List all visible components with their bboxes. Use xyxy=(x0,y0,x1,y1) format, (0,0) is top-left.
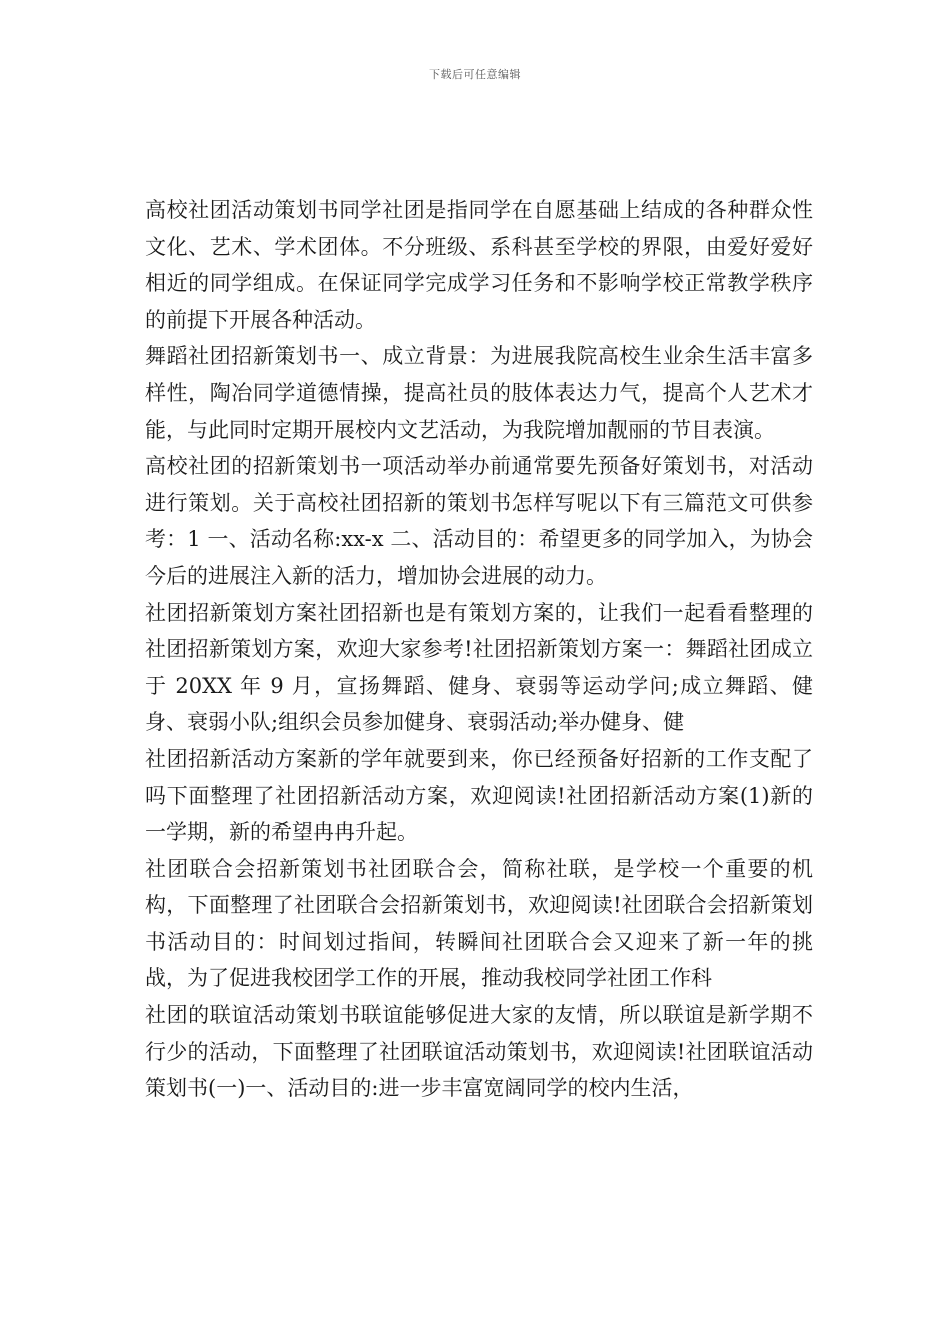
paragraph-3: 高校社团的招新策划书一项活动举办前通常要先预备好策划书，对活动进行策划。关于高校社团招新的策划书怎样写呢以下有三篇范文可供参考：1 一、活动名称:xx-x 二、活动目的：希望更多的同学加入，为协会今后的进展注入新的活力，增加协会进展的动力。 xyxy=(145,454,813,588)
paragraph-5: 社团招新活动方案新的学年就要到来，你已经预备好招新的工作支配了吗下面整理了社团招新活动方案，欢迎阅读!社团招新活动方案(1)新的一学期，新的希望冉冉升起。 xyxy=(145,746,813,845)
paragraph-6: 社团联合会招新策划书社团联合会，简称社联，是学校一个重要的机构，下面整理了社团联合会招新策划书，欢迎阅读!社团联合会招新策划书活动目的：时间划过指间，转瞬间社团联合会又迎来了新一年的挑战，为了促进我校团学工作的开展，推动我校同学社团工作科 xyxy=(145,856,813,991)
page-header: 下载后可任意编辑 xyxy=(429,68,521,81)
paragraph-4: 社团招新策划方案社团招新也是有策划方案的，让我们一起看看整理的社团招新策划方案，欢迎大家参考!社团招新策划方案一：舞蹈社团成立于 20XX 年 9 月，宣扬舞蹈、健身、衰弱等运动学问;成立舞蹈、健身、衰弱小队;组织会员参加健身、衰弱活动;举办健身、健 xyxy=(145,600,813,735)
paragraph-1: 高校社团活动策划书同学社团是指同学在自愿基础上结成的各种群众性文化、艺术、学术团体。不分班级、系科甚至学校的界限，由爱好爱好相近的同学组成。在保证同学完成学习任务和不影响学校正常教学秩序的前提下开展各种活动。 xyxy=(145,198,813,332)
paragraph-7: 社团的联谊活动策划书联谊能够促进大家的友情，所以联谊是新学期不行少的活动，下面整理了社团联谊活动策划书，欢迎阅读!社团联谊活动策划书(一)一、活动目的:进一步丰富宽阔同学的校内生活， xyxy=(145,1003,813,1101)
paragraph-2: 舞蹈社团招新策划书一、成立背景：为进展我院高校生业余生活丰富多样性，陶冶同学道德情操，提高社员的肢体表达力气，提高个人艺术才能，与此同时定期开展校内文艺活动，为我院增加靓丽的节目表演。 xyxy=(145,344,813,442)
document-body xyxy=(145,192,813,1107)
